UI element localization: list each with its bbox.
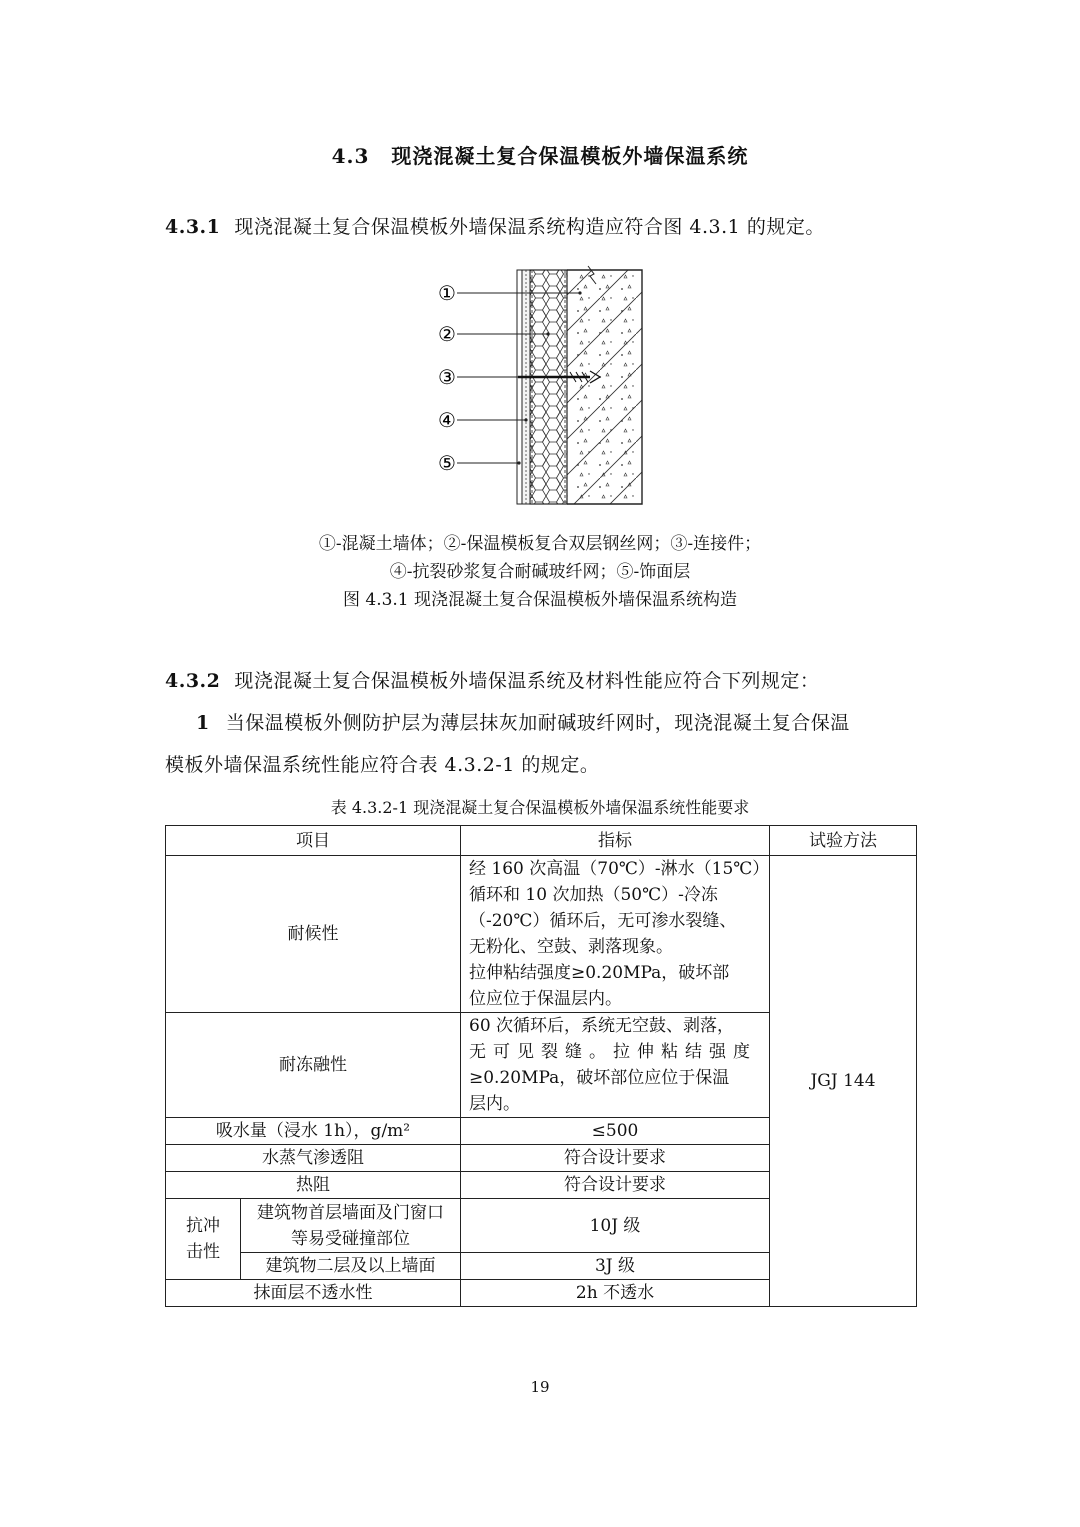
indicator-line: 位应位于保温层内。 — [469, 989, 622, 1009]
row-impact-sub1: 建筑物首层墙面及门窗口等易受碰撞部位 — [241, 1199, 461, 1253]
indicator-line: ≥0.20MPa，破坏部位应位于保温 — [469, 1068, 730, 1088]
indicator-line: 层内。 — [469, 1094, 520, 1114]
section-heading — [0, 140, 1080, 169]
row-thermal-item: 热阻 — [166, 1172, 461, 1199]
indicator-line: （-20℃）循环后，无可渗水裂缝、 — [469, 911, 737, 931]
row-impact-value2: 3J 级 — [461, 1253, 770, 1280]
clause-4-3-1 — [165, 212, 825, 239]
wall-structure-figure — [420, 262, 660, 512]
row-weather-item: 耐候性 — [166, 856, 461, 1013]
item-number: 1 — [196, 712, 210, 734]
table-row — [166, 856, 917, 1013]
table-caption: 表 4.3.2-1 现浇混凝土复合保温模板外墙保温系统性能要求 — [330, 798, 750, 817]
indicator-line: 无粉化、空鼓、剥落现象。 — [469, 937, 673, 957]
indicator-line: 经 160 次高温（70℃）-淋水（15℃） — [469, 859, 770, 879]
concrete-wall-aggregate — [567, 270, 642, 504]
marker-3: ③ — [438, 365, 456, 389]
table-header-row — [166, 826, 917, 856]
marker-4: ④ — [438, 408, 456, 432]
test-method: JGJ 144 — [770, 856, 917, 1307]
header-method: 试验方法 — [770, 826, 917, 856]
item-1-line-2: 模板外墙保温系统性能应符合表 4.3.2-1 的规定。 — [165, 754, 600, 776]
indicator-line: 循环和 10 次加热（50℃）-冷冻 — [469, 885, 718, 905]
marker-2: ② — [438, 322, 456, 346]
row-vapor-item: 水蒸气渗透阻 — [166, 1145, 461, 1172]
header-indicator: 指标 — [461, 826, 770, 856]
row-impermeability-item: 抹面层不透水性 — [166, 1280, 461, 1307]
section-number: 4.3 — [331, 144, 370, 168]
indicator-line: 无可见裂缝。拉伸粘结强度 — [469, 1042, 757, 1062]
clause-text: 现浇混凝土复合保温模板外墙保温系统及材料性能应符合下列规定： — [234, 670, 820, 692]
row-thermal-value: 符合设计要求 — [461, 1172, 770, 1199]
header-item: 项目 — [166, 826, 461, 856]
marker-5: ⑤ — [438, 451, 456, 475]
legend-line-2: ④-抗裂砂浆复合耐碱玻纤网；⑤-饰面层 — [389, 562, 691, 582]
row-water-value: ≤500 — [461, 1118, 770, 1145]
clause-number: 4.3.2 — [165, 670, 221, 692]
legend-line-1: ①-混凝土墙体；②-保温模板复合双层钢丝网；③-连接件； — [318, 534, 762, 554]
clause-text: 现浇混凝土复合保温模板外墙保温系统构造应符合图 4.3.1 的规定。 — [234, 216, 825, 238]
row-water-item: 吸水量（浸水 1h），g/m² — [166, 1118, 461, 1145]
row-impact-group: 抗冲击性 — [166, 1199, 241, 1280]
row-weather-indicator — [461, 856, 770, 1013]
row-impermeability-value: 2h 不透水 — [461, 1280, 770, 1307]
clause-4-3-2 — [165, 666, 819, 693]
row-impact-value1: 10J 级 — [461, 1199, 770, 1253]
section-title: 现浇混凝土复合保温模板外墙保温系统 — [391, 144, 749, 168]
row-impact-sub2: 建筑物二层及以上墙面 — [241, 1253, 461, 1280]
item-1-line-1 — [196, 708, 850, 735]
indicator-line: 60 次循环后，系统无空鼓、剥落， — [469, 1016, 735, 1036]
figure-caption: 图 4.3.1 现浇混凝土复合保温模板外墙保温系统构造 — [342, 590, 738, 610]
row-vapor-value: 符合设计要求 — [461, 1145, 770, 1172]
figure-legend — [0, 530, 1080, 614]
item-text: 当保温模板外侧防护层为薄层抹灰加耐碱玻纤网时，现浇混凝土复合保温 — [225, 712, 850, 734]
marker-1: ① — [438, 281, 456, 305]
clause-number: 4.3.1 — [165, 216, 221, 238]
indicator-line: 拉伸粘结强度≥0.20MPa，破坏部 — [469, 963, 730, 983]
row-freeze-item: 耐冻融性 — [166, 1013, 461, 1118]
page-number: 19 — [530, 1378, 550, 1396]
performance-table — [165, 825, 917, 1307]
finish-layer — [517, 270, 522, 504]
row-freeze-indicator — [461, 1013, 770, 1118]
insulation-formwork — [530, 270, 567, 504]
